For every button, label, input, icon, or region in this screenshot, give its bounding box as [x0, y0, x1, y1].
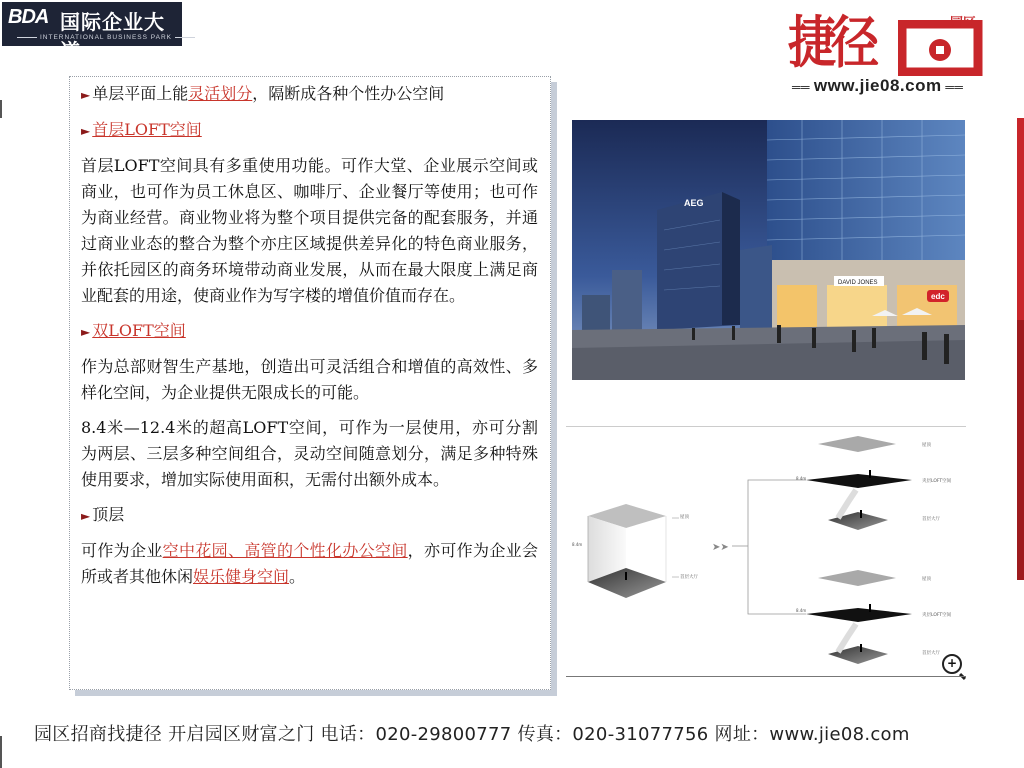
bda-logo [2, 2, 182, 63]
bullet-icon: ► [81, 124, 91, 138]
link-flexible-division[interactable]: 灵活划分 [188, 84, 253, 103]
diagram-label-top-left: 屋顶 [680, 515, 689, 520]
link-double-loft[interactable]: 双LOFT空间 [92, 321, 186, 340]
diagram-label-bottom-lower: 首层大厅 [922, 651, 940, 656]
paragraph-double-loft: 作为总部财智生产基地，创造出可灵活组合和增值的高效性、多样化空间，为企业提供无限成长的可能。 [81, 357, 538, 402]
diagram-label-height-upper: 8.4m [796, 476, 807, 481]
bda-subtitle: INTERNATIONAL BUSINESS PARK [14, 34, 198, 41]
jie-url: ══ www.jie08.com ══ [792, 76, 963, 96]
diagram-label-top-lower: 屋顶 [922, 577, 931, 582]
diagram-label-height-left: 8.4m [572, 542, 583, 547]
heading-double-loft [81, 318, 538, 345]
jie-logo [788, 10, 988, 100]
right-accent-bar-dark [1017, 320, 1024, 580]
link-fitness-space[interactable]: 娱乐健身空间 [193, 567, 290, 586]
loft-diagram [566, 432, 966, 676]
bda-name: 国际企业大道 [60, 12, 165, 63]
bda-brand: BDA [8, 6, 49, 28]
paragraph-loft-height: 8.4米—12.4米的超高LOFT空间，可作为一层使用，亦可分割为两层、三层多种空间组合，灵动空间随意划分，满足多种特殊使用要求，增加实际使用面积，无需付出额外成本。 [81, 418, 538, 489]
bullet-icon: ► [81, 509, 91, 523]
jie-title: 捷径 [788, 11, 874, 76]
aeg-sign: AEG [684, 198, 704, 208]
diagram-label-height-lower: 8.4m [796, 608, 807, 613]
diagram-label-mid-lower: 夹层LOFT空间 [922, 613, 952, 618]
jie-park-tag: 园区 [950, 16, 977, 31]
arrow-icon: ➤➤ [712, 542, 729, 553]
diagram-label-bottom-left: 首层大厅 [680, 575, 698, 580]
diagram-label-bottom-upper: 首层大厅 [922, 517, 940, 522]
edc-sign: edc [931, 292, 945, 301]
diagram-label-mid-upper: 夹层LOFT空间 [922, 479, 952, 484]
building-photo [572, 120, 965, 380]
link-first-floor-loft[interactable]: 首层LOFT空间 [92, 120, 202, 139]
bullet-icon: ► [81, 88, 91, 102]
paragraph-first-floor: 首层LOFT空间具有多重使用功能。可作大堂、企业展示空间或商业，也可作为员工休息区、咖啡厅、企业餐厅等使用；也可作为商业经营。商业物业将为整个项目提供完备的配套服务，并通过商业业态的整合为整个亦庄区域提供差异化的特色商业服务，并依托园区的商务环境带动商业发展，从而在最大限度上满足商业配套的用途，使商业作为写字楼的增值价值而存在。 [81, 156, 538, 305]
zoom-in-icon[interactable]: + [942, 654, 962, 674]
footer-contact: 园区招商找捷径 开启园区财富之门 电话：020-29800777 传真：020-31077756 网址：www.jie08.com [34, 724, 910, 745]
text-panel [69, 76, 551, 690]
diagram-label-top-upper: 屋顶 [922, 443, 931, 448]
divider-bottom [566, 676, 966, 677]
bullet-icon: ► [81, 325, 91, 339]
paragraph-intro: ► 单层平面上能灵活划分，隔断成各种个性办公空间 [81, 84, 445, 103]
left-edge-mark [0, 100, 2, 118]
store-sign: DAVID JONES [838, 280, 878, 286]
link-sky-garden[interactable]: 空中花园、高管的个性化办公空间 [162, 541, 408, 560]
footer [0, 710, 1024, 756]
heading-first-floor [81, 117, 538, 144]
paragraph-top-floor: 可作为企业空中花园、高管的个性化办公空间，亦可作为企业会所或者其他休闲娱乐健身空间。 [81, 541, 538, 586]
divider [566, 426, 966, 427]
heading-top-floor: ► 顶层 [81, 505, 125, 524]
